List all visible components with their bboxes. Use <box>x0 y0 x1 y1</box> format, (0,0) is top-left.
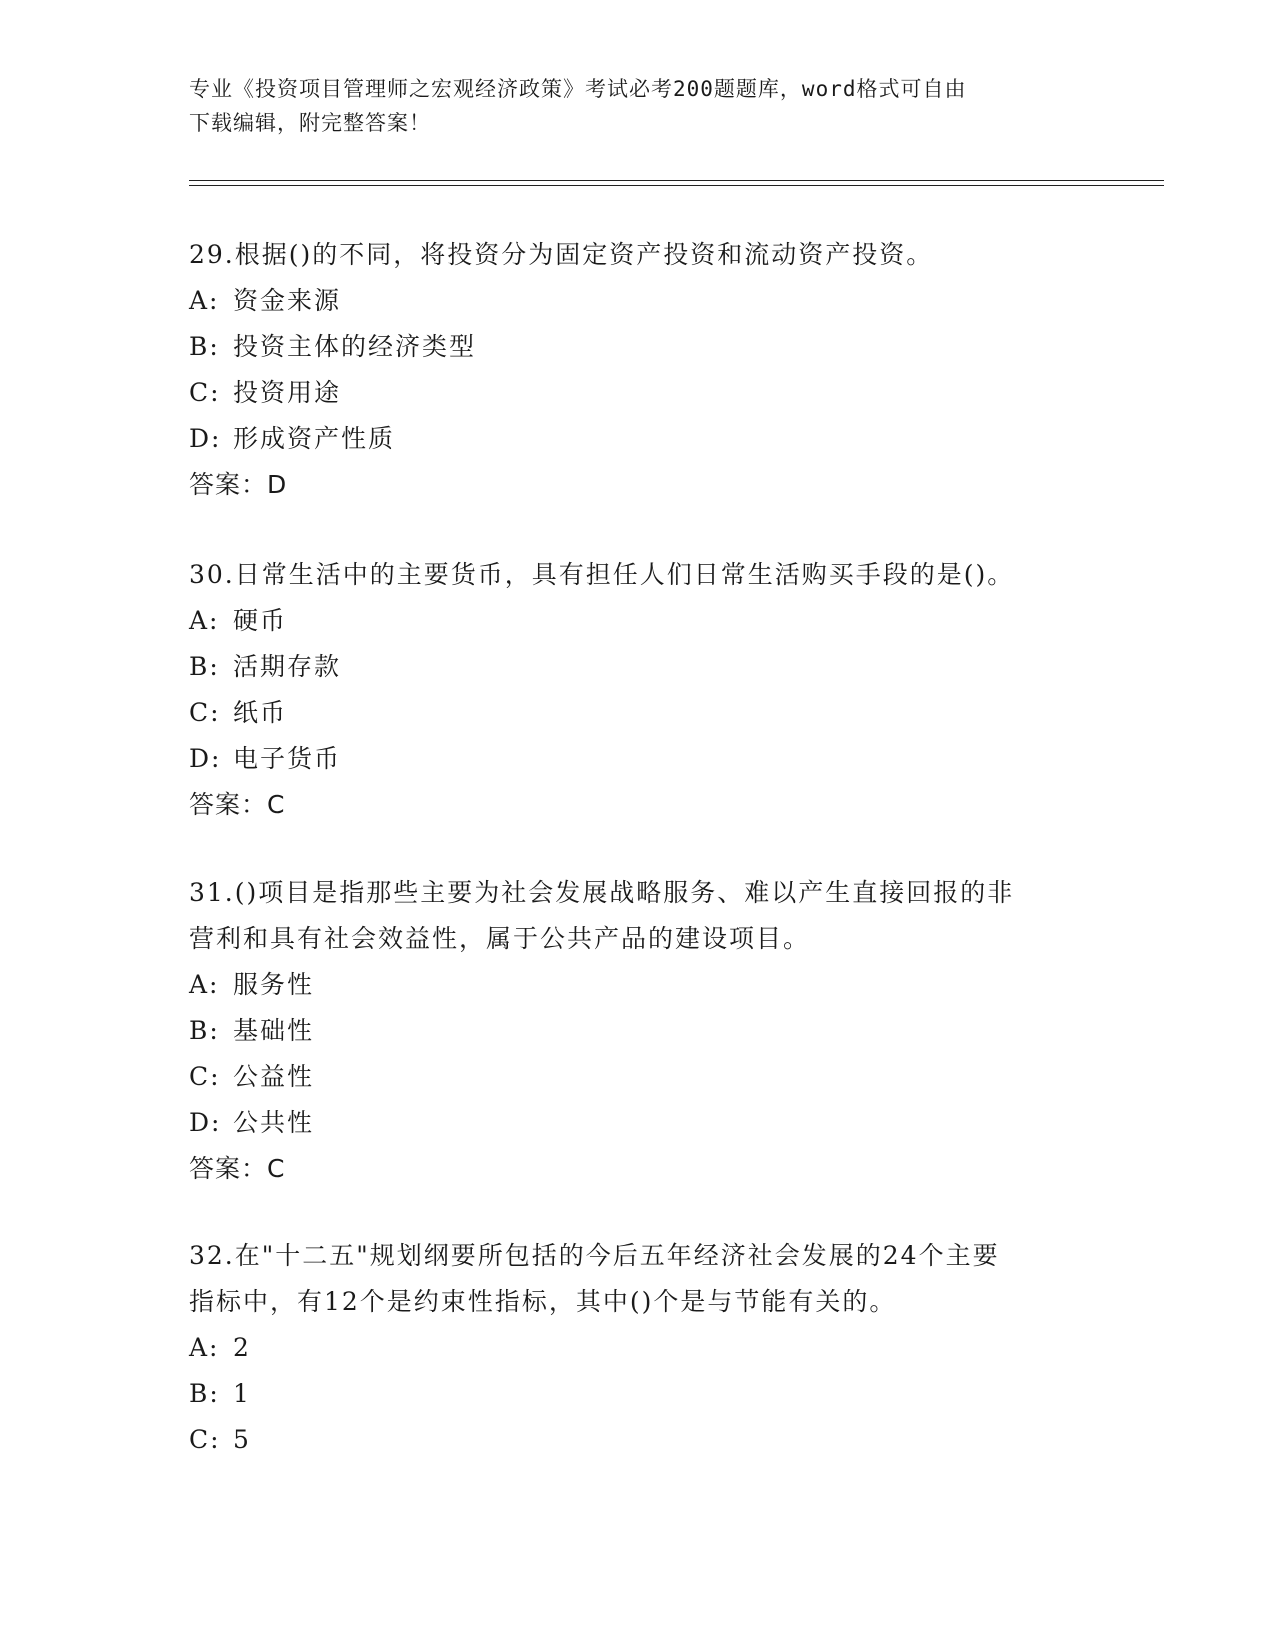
option-a <box>189 278 1089 324</box>
option-text: 电子货币 <box>233 744 342 773</box>
option-text: 硬币 <box>233 606 288 635</box>
option-text: 投资用途 <box>233 378 342 407</box>
option-c <box>189 1054 1089 1100</box>
option-letter: A: <box>189 970 220 999</box>
option-b <box>189 1371 1089 1417</box>
question-32 <box>189 1233 1089 1463</box>
option-d <box>189 416 1089 462</box>
option-a <box>189 1325 1089 1371</box>
option-letter: C: <box>189 1062 221 1091</box>
question-stem-line-1: 32.在"十二五"规划纲要所包括的今后五年经济社会发展的24个主要 <box>189 1241 1000 1270</box>
option-letter: B: <box>189 1379 220 1408</box>
question-stem: 29.根据()的不同，将投资分为固定资产投资和流动资产投资。 <box>189 240 934 269</box>
question-stem-line-2: 营利和具有社会效益性，属于公共产品的建设项目。 <box>189 924 811 953</box>
option-b <box>189 644 1089 690</box>
option-a <box>189 598 1089 644</box>
option-text: 投资主体的经济类型 <box>233 332 477 361</box>
header-divider-top <box>189 180 1164 181</box>
option-text: 公共性 <box>233 1108 315 1137</box>
option-c <box>189 370 1089 416</box>
option-letter: D: <box>189 424 222 453</box>
answer: 答案：D <box>189 470 288 499</box>
header-line-1: 专业《投资项目管理师之宏观经济政策》考试必考200题题库，word格式可自由 <box>189 77 967 101</box>
header-divider-bottom <box>189 185 1164 186</box>
option-text: 纸币 <box>233 698 288 727</box>
option-text: 形成资产性质 <box>233 424 396 453</box>
option-letter: B: <box>189 1016 220 1045</box>
option-d <box>189 1100 1089 1146</box>
option-letter: B: <box>189 652 220 681</box>
option-letter: C: <box>189 378 221 407</box>
option-letter: D: <box>189 744 222 773</box>
option-letter: C: <box>189 1425 221 1454</box>
option-letter: C: <box>189 698 221 727</box>
option-text: 5 <box>233 1425 251 1454</box>
question-30 <box>189 552 1089 828</box>
option-a <box>189 962 1089 1008</box>
option-b <box>189 324 1089 370</box>
answer: 答案：C <box>189 790 286 819</box>
option-text: 基础性 <box>233 1016 315 1045</box>
option-letter: B: <box>189 332 220 361</box>
answer: 答案：C <box>189 1154 286 1183</box>
question-stem: 30.日常生活中的主要货币，具有担任人们日常生活购买手段的是()。 <box>189 560 1015 589</box>
option-letter: A: <box>189 1333 220 1362</box>
option-text: 资金来源 <box>233 286 342 315</box>
question-29 <box>189 232 1089 508</box>
document-header <box>189 72 1089 140</box>
option-b <box>189 1008 1089 1054</box>
option-c <box>189 1417 1089 1463</box>
option-text: 活期存款 <box>233 652 342 681</box>
option-letter: A: <box>189 286 220 315</box>
option-letter: A: <box>189 606 220 635</box>
option-d <box>189 736 1089 782</box>
header-line-2: 下载编辑，附完整答案！ <box>189 111 431 135</box>
option-c <box>189 690 1089 736</box>
option-text: 公益性 <box>233 1062 315 1091</box>
question-stem-line-1: 31.()项目是指那些主要为社会发展战略服务、难以产生直接回报的非 <box>189 878 1015 907</box>
option-letter: D: <box>189 1108 222 1137</box>
question-stem-line-2: 指标中，有12个是约束性指标，其中()个是与节能有关的。 <box>189 1287 897 1316</box>
option-text: 服务性 <box>233 970 315 999</box>
question-31 <box>189 870 1089 1192</box>
option-text: 2 <box>233 1333 251 1362</box>
option-text: 1 <box>233 1379 251 1408</box>
